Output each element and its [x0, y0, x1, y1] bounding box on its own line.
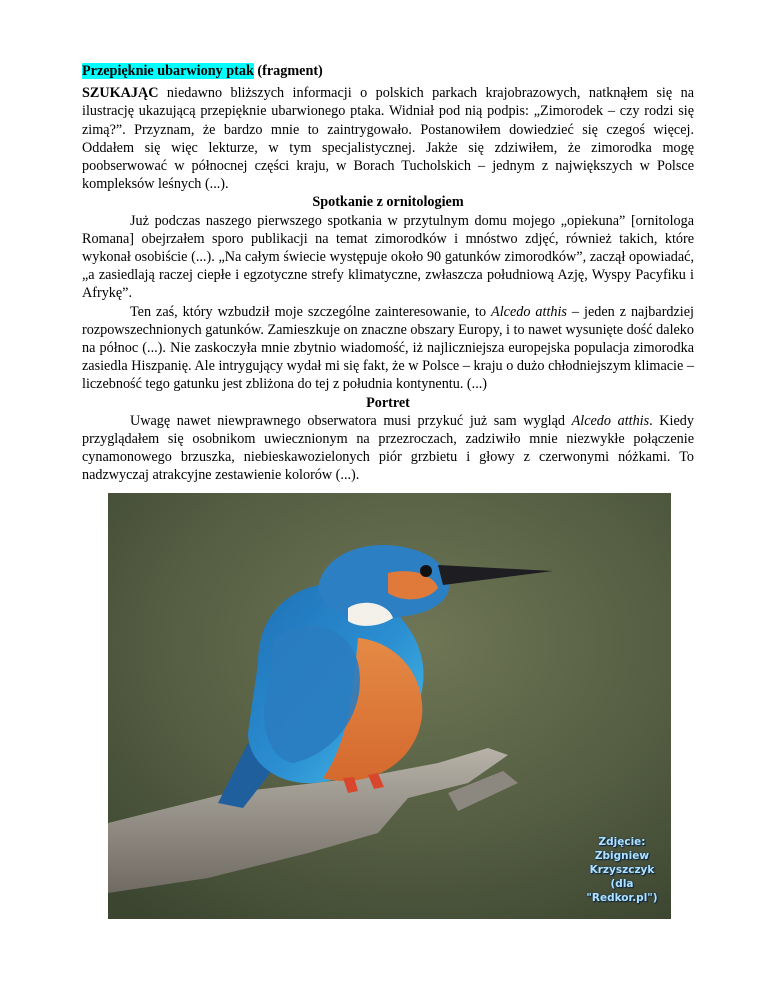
- kingfisher-photo: [108, 493, 671, 919]
- section-heading-ornitolog: Spotkanie z ornitologiem: [312, 194, 464, 211]
- species-name: Alcedo atthis: [571, 412, 650, 429]
- paragraph-meeting: Już podczas naszego pierwszego spotkania w przytulnym domu mojego „opiekuna” [ornitologa Romana] obejrzałem sporo publikacji na temat zimorodków i mnóstwo zdjęć, również takich, które wykonał osobiście (...). „Na całym świecie występuje około 90 gatunków zimorodków”, zaczął opowiadać, „a zasiedlają raczej ciepłe i egzotyczne strefy klimatyczne, zwłaszcza południową Azję, Wyspy Pacyfiku i Afrykę”.: [82, 212, 694, 302]
- title-highlight: Przepięknie ubarwiony ptak: [82, 63, 254, 79]
- photo-credit: [579, 835, 665, 905]
- paragraph-species: [82, 303, 694, 394]
- credit-line: Zdjęcie:: [598, 836, 646, 848]
- article: [82, 62, 694, 485]
- paragraph-portrait: [82, 412, 694, 485]
- article-title: [82, 62, 694, 80]
- bird-eye: [420, 565, 432, 577]
- credit-line: (dla: [610, 878, 634, 890]
- section-heading-portret: Portret: [366, 394, 410, 411]
- paragraph-portrait-b: . Kiedy przyglądałem się osobnikom uwiecznionym na przezroczach, zadziwiło mnie niezwykłe połączenie cynamonowego brzuszka, niebieskawozielonych piór grzbietu i głowy z czerwonymi nóżkami. To nadzwyczaj atrakcyjne zestawienie kolorów (...).: [82, 412, 694, 484]
- intro-lead: SZUKAJĄC: [82, 85, 159, 102]
- credit-line: "Redkor.pl"): [586, 892, 658, 904]
- title-suffix: (fragment): [253, 63, 323, 79]
- intro-text: niedawno bliższych informacji o polskich parkach krajobrazowych, natknąłem się na ilustrację ukazującą przepięknie ubarwionego ptaka. Widniał pod nią podpis: „Zimorodek – czy rodzi się zimą?”. Przyznam, że bardzo mnie to zaintrygowało. Postanowiłem dowiedzieć się czegoś więcej. Oddałem się więc lekturze, w tym specjalistycznej. Jakże się zdziwiłem, że zimorodka mogę poobserwować w północnej części kraju, w Borach Tucholskich – jednym z największych w Polsce kompleksów leśnych (...).: [82, 85, 694, 193]
- paragraph-portrait-a: Uwagę nawet niewprawnego obserwatora musi przykuć już sam wygląd: [130, 412, 572, 429]
- credit-line: Krzyszczyk: [589, 864, 655, 876]
- paragraph-species-b: – jeden z najbardziej rozpowszechnionych gatunków. Zamieszkuje on znaczne obszary Europy, i to nawet wysunięte dość daleko na północ (...). Nie zaskoczyła mnie zbytnio wiadomość, iż najliczniejsza europejska populacja zimorodka zasiedla Hiszpanię. Ale intrygujący wydał mi się fakt, że w Polsce – kraju o dużo chłodniejszym klimacie – liczebność tego gatunku jest zbliżona do tej z południa kontynentu. (...): [82, 303, 694, 393]
- intro-paragraph: [82, 84, 694, 193]
- paragraph-species-a: Ten zaś, który wzbudził moje szczególne zainteresowanie, to: [130, 303, 492, 320]
- species-name: Alcedo atthis: [491, 303, 567, 320]
- credit-line: Zbigniew: [594, 850, 650, 862]
